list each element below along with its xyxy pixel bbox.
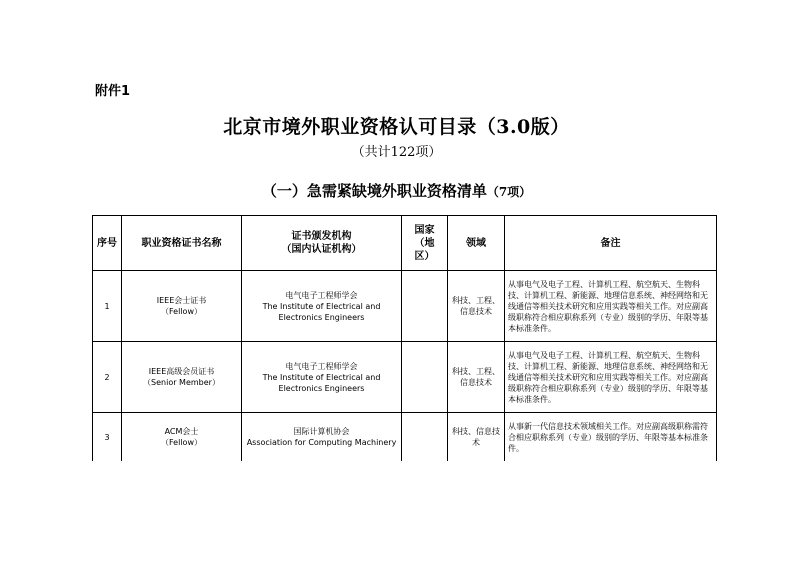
row-issuer-en2: Electronics Engineers [278, 312, 365, 322]
row-index: 2 [93, 342, 122, 413]
row-country [402, 413, 448, 462]
row-note: 从事新一代信息技术领域相关工作。对应副高级职称需符合相应职称系列（专业）级别的学历、年限等基本标准条件。 [505, 413, 717, 462]
section-count: （7项） [486, 185, 532, 199]
row-issuer-cn: 国际计算机协会 [293, 427, 350, 436]
row-country [402, 342, 448, 413]
section-heading [0, 180, 793, 201]
header-country-line1: 国家 [414, 224, 435, 236]
row-name [122, 413, 242, 462]
row-country [402, 271, 448, 342]
row-issuer-cn: 电气电子工程师学会 [285, 361, 358, 371]
header-issuer-line2: （国内认证机构） [281, 244, 362, 255]
row-name-cn: IEEE高级会员证书 [148, 367, 215, 376]
row-name-cn: ACM会士 [164, 427, 199, 436]
header-issuer-line1: 证书颁发机构 [291, 231, 352, 242]
header-country-line2: （地 [414, 237, 435, 249]
table-row [93, 413, 717, 462]
row-issuer [242, 271, 402, 342]
row-name-cn: IEEE会士证书 [156, 296, 207, 305]
row-issuer [242, 413, 402, 462]
row-field: 科技、工程、信息技术 [448, 342, 505, 413]
header-issuer [242, 216, 402, 271]
row-name-en: （Fellow） [161, 438, 202, 447]
attachment-label: 附件1 [95, 84, 131, 99]
row-note: 从事电气及电子工程、计算机工程、航空航天、生物科技、计算机工程、新能源、地理信息系统、神经网络和无线通信等相关技术研究和应用实践等相关工作。对应副高级职称符合相应职称系列（专业）级别的学历、年限等基本标准条件。 [505, 271, 717, 342]
row-name-en: （Fellow） [161, 307, 202, 316]
table-header-row [93, 216, 717, 271]
header-country-line3: 区） [414, 250, 435, 262]
table-row [93, 271, 717, 342]
row-issuer-en1: The Institute of Electrical and [262, 301, 381, 311]
header-field: 领域 [448, 216, 505, 271]
qualification-table [92, 215, 717, 461]
row-field: 科技、工程、信息技术 [448, 271, 505, 342]
row-issuer-cn: 电气电子工程师学会 [285, 290, 358, 300]
row-name [122, 271, 242, 342]
header-name: 职业资格证书名称 [122, 216, 242, 271]
row-name-en: （Senior Member） [143, 378, 220, 387]
row-issuer [242, 342, 402, 413]
row-issuer-en1: Association for Computing Machinery [246, 438, 397, 447]
section-title: （一）急需紧缺境外职业资格清单 [261, 182, 487, 200]
header-note: 备注 [505, 216, 717, 271]
row-index: 3 [93, 413, 122, 462]
row-name [122, 342, 242, 413]
document-subtitle: （共计122项） [351, 145, 442, 160]
row-issuer-en2: Electronics Engineers [278, 383, 365, 393]
header-country [402, 216, 448, 271]
row-note: 从事电气及电子工程、计算机工程、航空航天、生物科技、计算机工程、新能源、地理信息系统、神经网络和无线通信等相关技术研究和应用实践等相关工作。对应副高级职称符合相应职称系列（专业）级别的学历、年限等基本标准条件。 [505, 342, 717, 413]
row-index: 1 [93, 271, 122, 342]
table-row [93, 342, 717, 413]
document-title: 北京市境外职业资格认可目录（3.0版） [223, 116, 570, 138]
header-index: 序号 [93, 216, 122, 271]
row-field: 科技、信息技术 [448, 413, 505, 462]
row-issuer-en1: The Institute of Electrical and [262, 372, 381, 382]
